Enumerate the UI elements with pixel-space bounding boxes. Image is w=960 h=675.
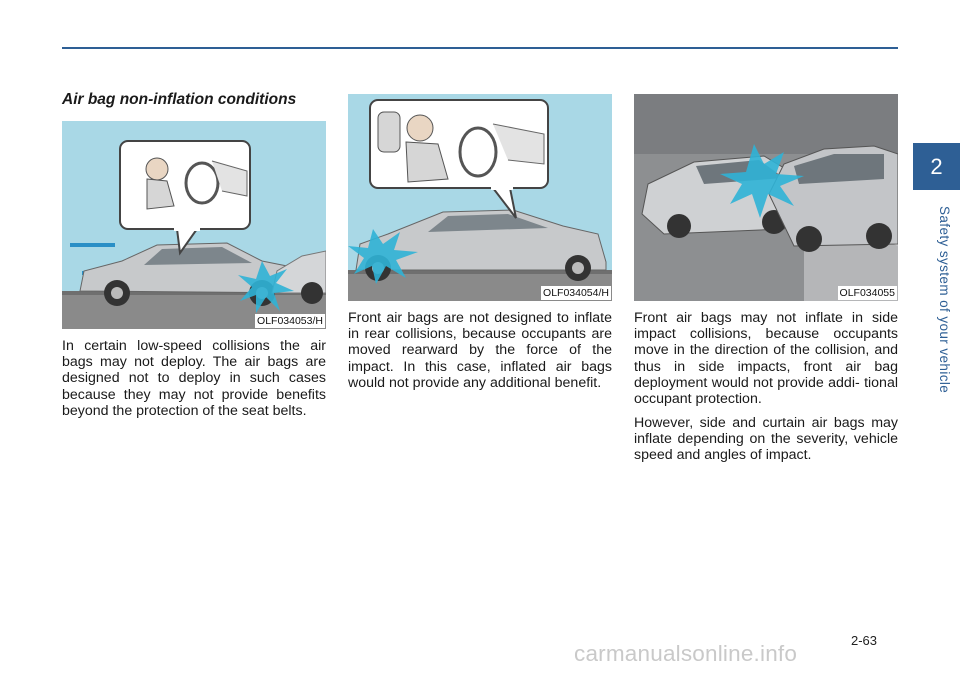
watermark: carmanualsonline.info: [574, 641, 798, 666]
figure-rear-collision-illustration: [348, 94, 612, 301]
figure-rear-collision: [348, 94, 612, 301]
section-heading: Air bag non-inflation conditions: [62, 91, 297, 108]
figure-caption: OLF034054/H: [543, 287, 609, 299]
chapter-number: 2: [930, 153, 943, 179]
paragraph-side-collision: Front air bags may not inflate in side impact collisions, because occupants move in the direction of the collision, and thus in side impacts, front air bag deployment would not provide addi- tional occupant protection.: [634, 310, 898, 408]
figure-low-speed-collision: [62, 121, 326, 329]
figure-low-speed-collision-illustration: [62, 121, 326, 329]
paragraph-rear-collision: Front air bags are not designed to inflate in rear collisions, because occupants are moved rearward by the force of the impact. In this case, inflated air bags would not provide any additional benefit.: [348, 310, 612, 391]
chapter-tab: [913, 143, 960, 190]
chapter-title: Safety system of your vehicle: [937, 206, 952, 394]
figure-caption: OLF034053/H: [257, 315, 323, 327]
figure-caption: OLF034055: [839, 287, 895, 299]
figure-side-collision: [634, 94, 898, 301]
figure-side-collision-illustration: [634, 94, 898, 301]
paragraph-low-speed: In certain low-speed collisions the air bags may not deploy. The air bags are designed not to deploy in such cases because they may not provide benefits beyond the protection of the seat belts.: [62, 338, 326, 419]
page-number: 2-63: [851, 633, 878, 648]
paragraph-side-curtain: However, side and curtain air bags may inflate depending on the severity, vehicle speed and angles of impact.: [634, 415, 898, 464]
top-rule: [62, 47, 898, 49]
